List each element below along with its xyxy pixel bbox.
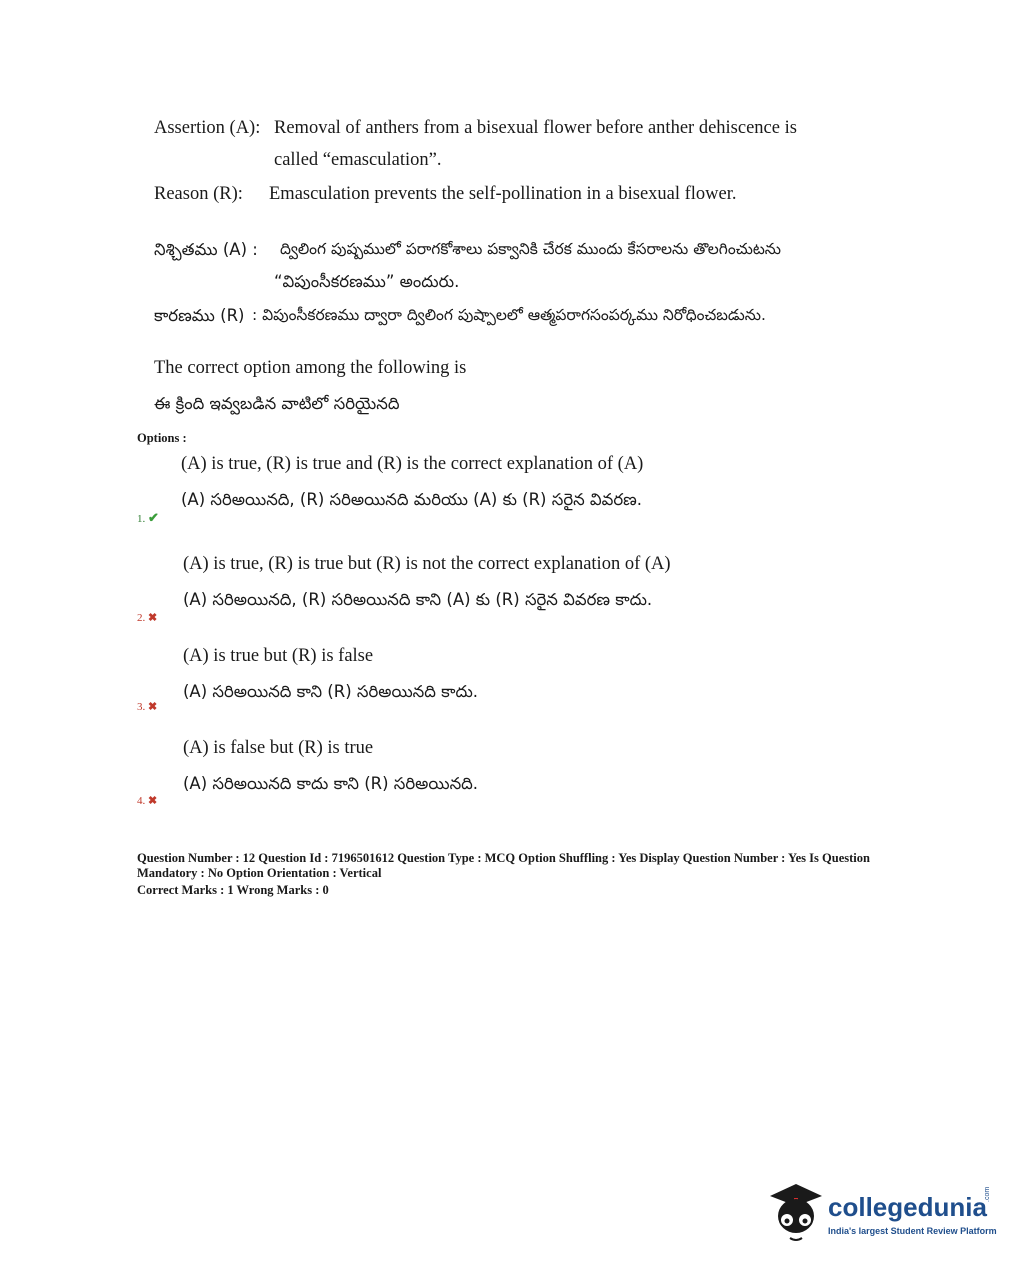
option-3-telugu: (A) సరిఅయినది కాని (R) సరిఅయినది కాదు. [183,682,479,701]
options-label: Options : [137,431,187,445]
option-1-marker [137,510,159,526]
reason-label: Reason (R): [154,184,243,204]
logo-suffix: .com [984,1186,991,1202]
te-reason-label: కారణము (R) [154,306,245,325]
option-4-marker [137,794,157,807]
option-2-number: 2. [137,612,146,624]
te-assertion-label: నిశ్చితము (A) : [154,240,258,259]
option-4-english: (A) is false but (R) is true [183,738,374,758]
logo-name: collegedunia [828,1192,987,1222]
option-3-number: 3. [137,701,146,713]
question-meta-line3: Correct Marks : 1 Wrong Marks : 0 [137,883,329,897]
option-4-telugu: (A) సరిఅయినది కాదు కాని (R) సరిఅయినది. [183,774,479,793]
option-2-marker [137,611,157,624]
assertion-text-line2: called “emasculation”. [274,150,442,170]
cross-icon: ✖ [148,701,158,713]
te-assertion-line2: “విపుంసీకరణము” అందురు. [274,272,460,291]
question-meta-line2: Mandatory : No Option Orientation : Vertical [137,866,382,880]
option-1-english: (A) is true, (R) is true and (R) is the correct explanation of (A) [181,454,644,474]
assertion-text-line1: Removal of anthers from a bisexual flower before anther dehiscence is [274,118,797,138]
prompt-telugu: ఈ క్రింది ఇవ్వబడిన వాటిలో సరియైనది [154,394,400,413]
option-3-marker [137,700,157,713]
prompt-english: The correct option among the following is [154,358,467,378]
te-assertion-line1: ద్విలింగ పుష్పములో పరాగకోశాలు పక్వానికి చేరక ముందు కేసరాలను తొలగించుటను [280,240,782,258]
option-1-telugu: (A) సరిఅయినది, (R) సరిఅయినది మరియు (A) కు (R) సరైన వివరణ. [181,490,643,509]
collegedunia-logo[interactable] [766,1178,996,1248]
question-meta-line1: Question Number : 12 Question Id : 7196501612 Question Type : MCQ Option Shuffling : Yes Display Question Number : Yes Is Question [137,851,870,865]
option-1-number: 1. [137,513,146,525]
cross-icon: ✖ [148,612,158,624]
checkmark-icon: ✔ [148,510,159,525]
mascot-icon [766,1178,826,1244]
cross-icon: ✖ [148,795,158,807]
option-2-telugu: (A) సరిఅయినది, (R) సరిఅయినది కాని (A) కు (R) సరైన వివరణ కాదు. [183,590,653,609]
logo-tagline: India's largest Student Review Platform [828,1226,997,1236]
option-3-english: (A) is true but (R) is false [183,646,374,666]
reason-text: Emasculation prevents the self-pollination in a bisexual flower. [269,184,737,204]
te-reason-text: : విపుంసీకరణము ద్వారా ద్విలింగ పుష్పాలలో ఆత్మపరాగసంపర్కము నిరోధించబడును. [252,306,766,324]
option-4-number: 4. [137,795,146,807]
option-2-english: (A) is true, (R) is true but (R) is not the correct explanation of (A) [183,554,671,574]
assertion-label: Assertion (A): [154,118,261,138]
